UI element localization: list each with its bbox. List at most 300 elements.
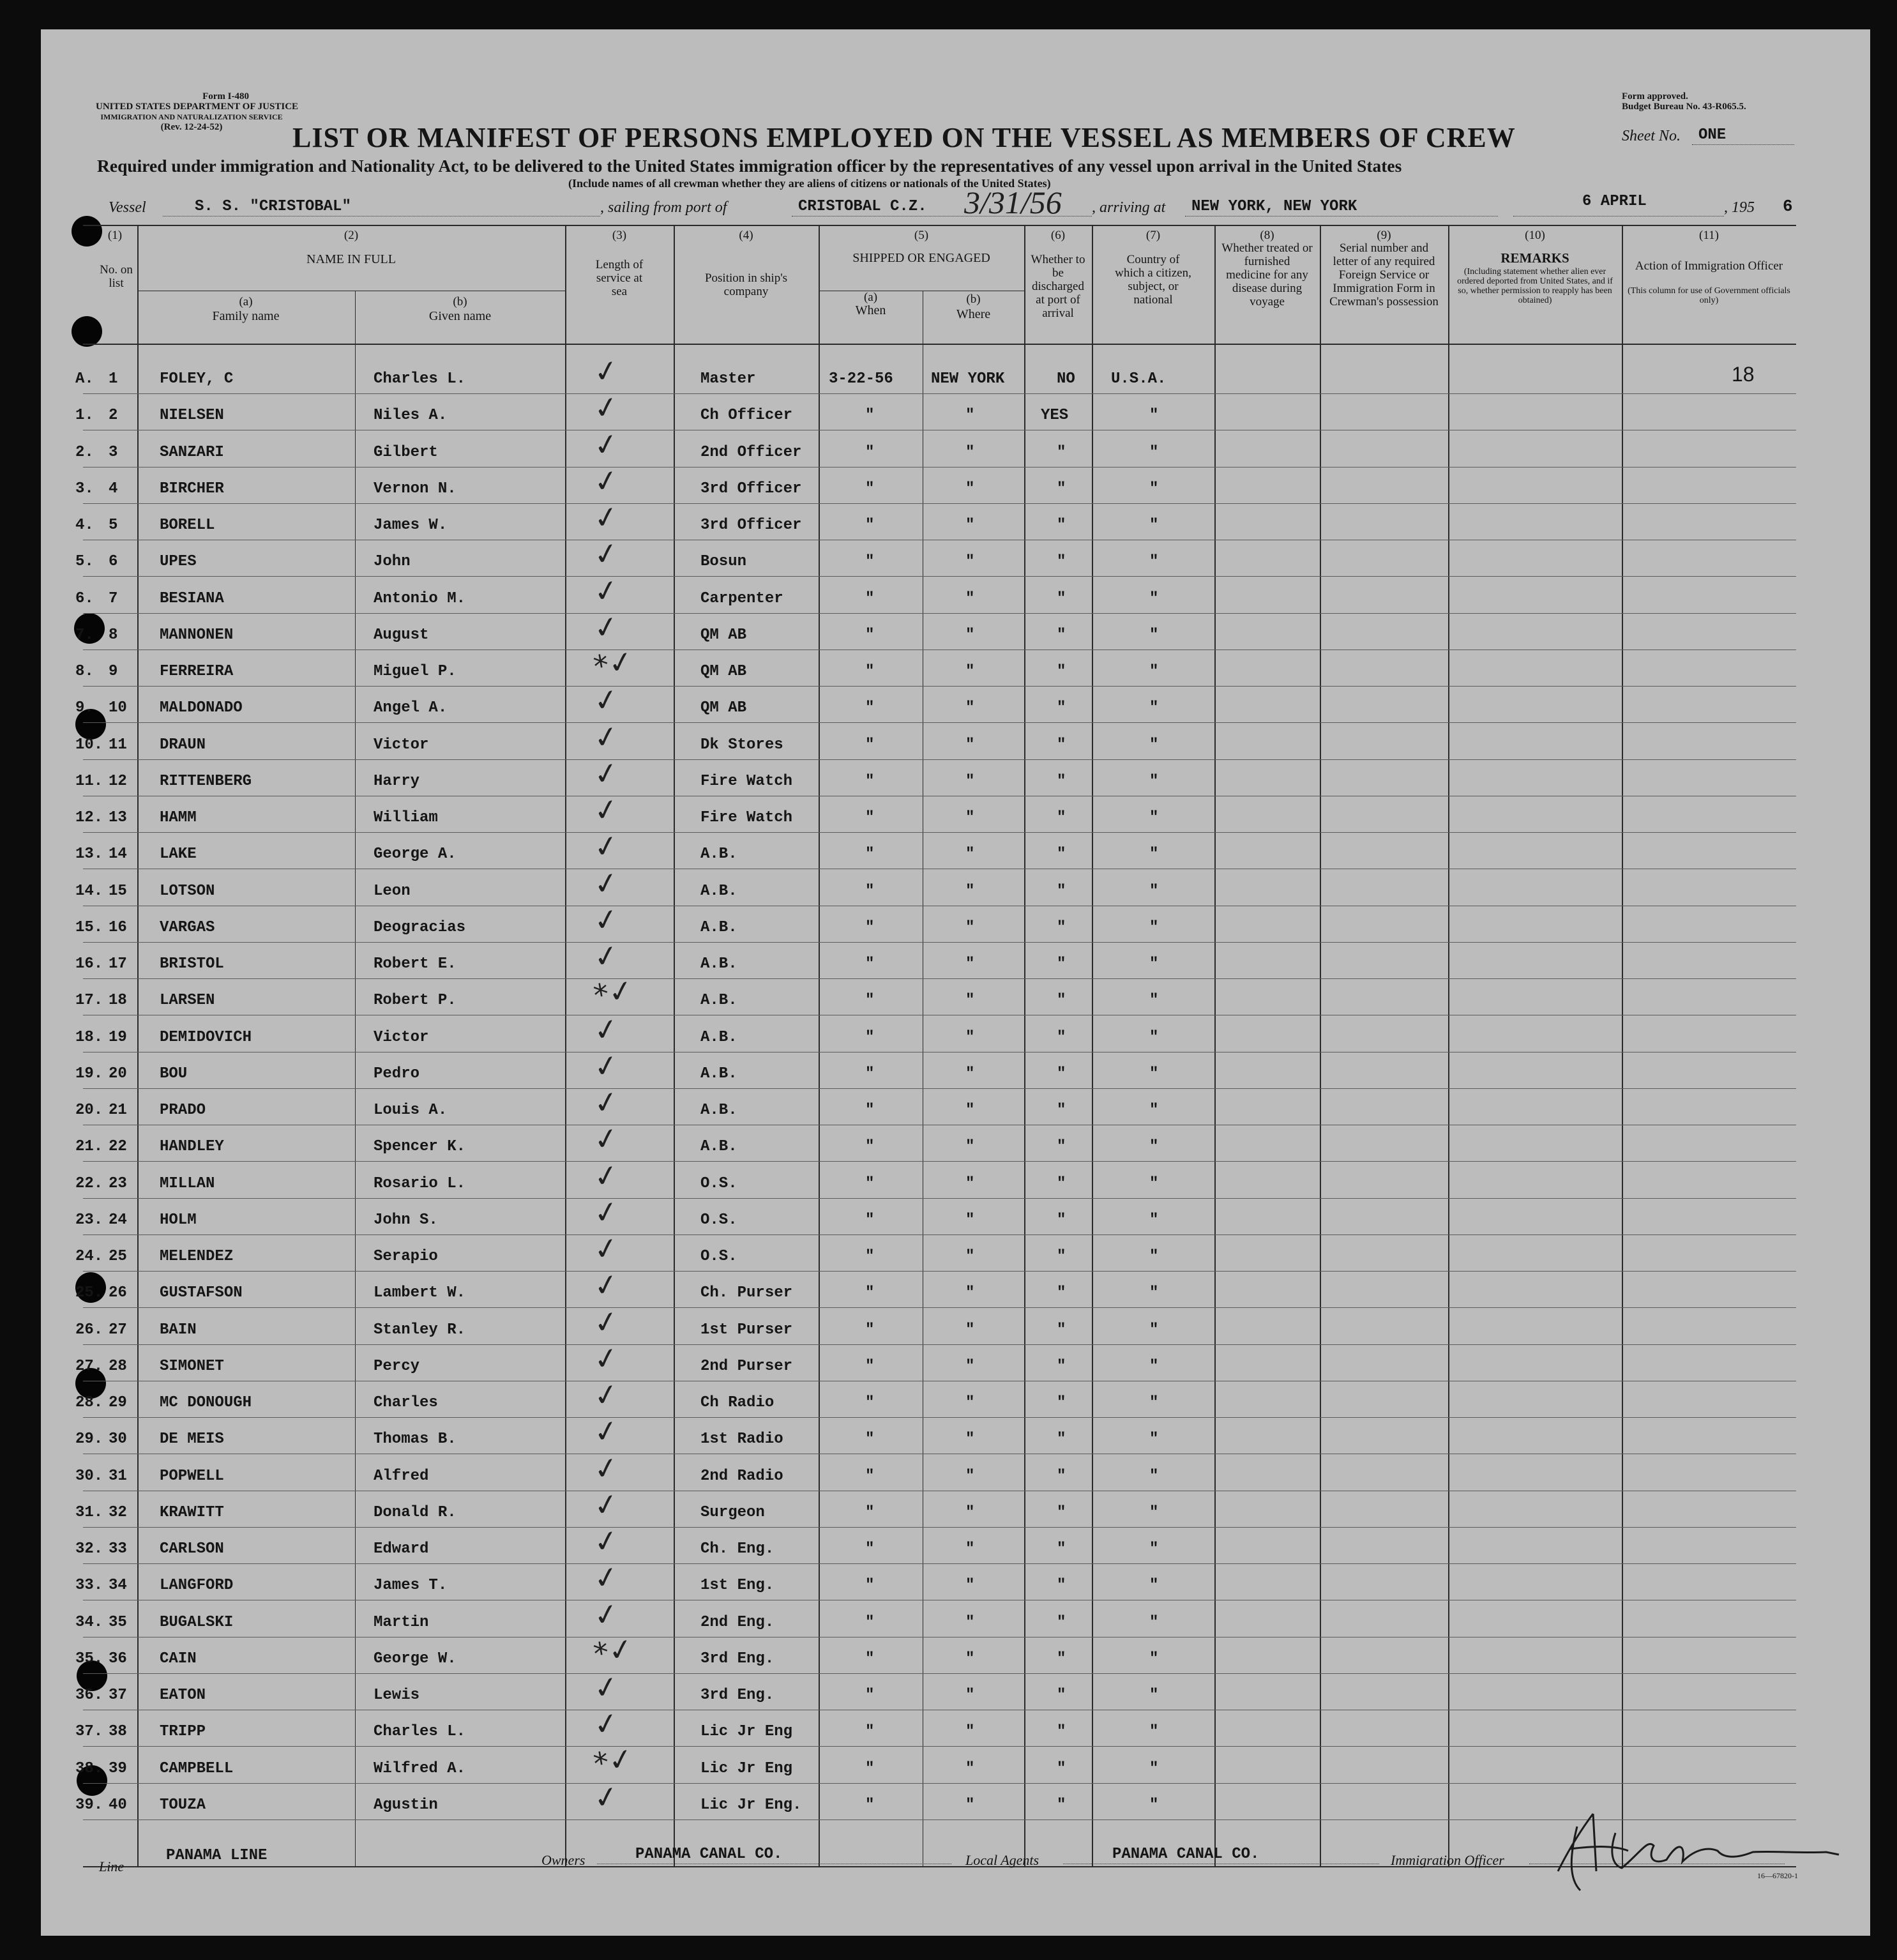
column-divider	[1448, 225, 1449, 1866]
country: "	[1149, 1321, 1159, 1339]
col2-header: NAME IN FULL	[306, 252, 396, 266]
check-mark: ✓	[591, 1558, 621, 1597]
row-number: 29	[109, 1394, 127, 1411]
shipped-where: "	[965, 1358, 975, 1375]
col2a-number: (a)	[239, 295, 253, 308]
shipped-when: "	[865, 1650, 875, 1668]
given-name: Miguel P.	[374, 663, 457, 680]
check-mark: ✓	[591, 791, 621, 829]
shipped-where: "	[965, 919, 975, 936]
row-divider	[83, 503, 1796, 504]
star-mark: *✓	[591, 1740, 636, 1781]
shipped-where: "	[965, 699, 975, 717]
given-name: Thomas B.	[374, 1431, 457, 1448]
row-prefix: 18.	[75, 1029, 103, 1046]
position: 1st Eng.	[700, 1577, 775, 1594]
discharge: YES	[1041, 407, 1069, 424]
family-name: HANDLEY	[160, 1138, 224, 1155]
row-number: 18	[109, 992, 127, 1009]
shipped-when: "	[865, 590, 875, 607]
row-prefix: 32.	[75, 1540, 103, 1558]
given-name: Martin	[374, 1614, 429, 1631]
discharge: "	[1057, 1760, 1066, 1777]
given-name: Agustin	[374, 1797, 438, 1814]
row-number: 22	[109, 1138, 127, 1155]
row-number: 25	[109, 1248, 127, 1265]
shipped-where: "	[965, 1687, 975, 1704]
discharge: "	[1057, 1138, 1066, 1155]
sheet-number-underline	[1692, 144, 1794, 145]
discharge: "	[1057, 1504, 1066, 1521]
family-name: HOLM	[160, 1212, 197, 1229]
row-prefix: 14.	[75, 883, 103, 900]
shipped-when: "	[865, 1248, 875, 1265]
col5a-number: (a)	[863, 291, 878, 304]
shipped-when: "	[865, 699, 875, 717]
agents-label: Local Agents	[965, 1852, 1039, 1868]
position: Lic Jr Eng	[700, 1760, 793, 1777]
shipped-where: "	[965, 809, 975, 826]
row-number: 7	[109, 590, 118, 607]
row-divider	[83, 722, 1796, 723]
shipped-when: "	[865, 480, 875, 498]
col2a-header: Family name	[212, 309, 280, 323]
shipped-when: "	[865, 1284, 875, 1302]
row-prefix: 28.	[75, 1394, 103, 1411]
country: "	[1149, 1248, 1159, 1265]
family-name: HAMM	[160, 809, 197, 826]
position: A.B.	[700, 846, 737, 863]
family-name: BORELL	[160, 517, 215, 534]
shipped-when: "	[865, 955, 875, 973]
country: "	[1149, 1138, 1159, 1155]
position: QM AB	[700, 699, 747, 717]
family-name: MILLAN	[160, 1175, 215, 1192]
shipped-when: "	[865, 1614, 875, 1631]
row-divider	[83, 576, 1796, 577]
discharge: "	[1057, 1431, 1066, 1448]
owners-label: Owners	[541, 1852, 586, 1868]
shipped-when: "	[865, 1431, 875, 1448]
check-mark: ✓	[591, 1778, 621, 1816]
shipped-where: "	[965, 1175, 975, 1192]
shipped-where: NEW YORK	[931, 370, 1005, 388]
budget-bureau-number: Budget Bureau No. 43-R065.5.	[1622, 102, 1746, 112]
check-mark: ✓	[591, 1193, 621, 1231]
country: "	[1149, 1102, 1159, 1119]
row-prefix: 1.	[75, 407, 94, 424]
given-name: Serapio	[374, 1248, 438, 1265]
country: "	[1149, 736, 1159, 754]
family-name: CAIN	[160, 1650, 197, 1668]
row-prefix: 38.	[75, 1760, 103, 1777]
family-name: TRIPP	[160, 1723, 206, 1740]
given-name: Percy	[374, 1358, 420, 1375]
given-name: Edward	[374, 1540, 429, 1558]
given-name: James T.	[374, 1577, 448, 1594]
given-name: Leon	[374, 883, 411, 900]
row-number: 10	[109, 699, 127, 717]
shipped-where: "	[965, 627, 975, 644]
row-number: 20	[109, 1065, 127, 1083]
discharge: "	[1057, 846, 1066, 863]
position: Lic Jr Eng.	[700, 1797, 802, 1814]
family-name: PRADO	[160, 1102, 206, 1119]
family-name: CARLSON	[160, 1540, 224, 1558]
country: "	[1149, 1175, 1159, 1192]
row-prefix: 3.	[75, 480, 94, 498]
family-name: MELENDEZ	[160, 1248, 234, 1265]
row-divider	[83, 1271, 1796, 1272]
position: 1st Purser	[700, 1321, 793, 1339]
row-number: 31	[109, 1468, 127, 1485]
shipped-when: "	[865, 1577, 875, 1594]
shipped-where: "	[965, 1029, 975, 1046]
shipped-when: "	[865, 1687, 875, 1704]
shipped-when: "	[865, 1102, 875, 1119]
discharge: "	[1057, 1248, 1066, 1265]
discharge: "	[1057, 883, 1066, 900]
shipped-where: "	[965, 1650, 975, 1668]
department-name: UNITED STATES DEPARTMENT OF JUSTICE	[96, 102, 299, 112]
country: "	[1149, 1650, 1159, 1668]
family-name: SANZARI	[160, 444, 224, 461]
col2b-number: (b)	[453, 295, 467, 308]
vessel-underline	[163, 216, 600, 217]
country: "	[1149, 846, 1159, 863]
given-name: Rosario L.	[374, 1175, 466, 1192]
row-number: 33	[109, 1540, 127, 1558]
row-prefix: 8.	[75, 663, 94, 680]
col5a-header: When	[855, 303, 886, 317]
row-prefix: 7.	[75, 627, 94, 644]
discharge: "	[1057, 553, 1066, 570]
col5b-number: (b)	[966, 292, 981, 306]
shipped-where: "	[965, 1577, 975, 1594]
shipped-when: "	[865, 736, 875, 754]
col11-number: (11)	[1699, 229, 1719, 242]
shipped-where: "	[965, 883, 975, 900]
discharge: "	[1057, 1358, 1066, 1375]
family-name: KRAWITT	[160, 1504, 224, 1521]
row-prefix: 15.	[75, 919, 103, 936]
check-mark: ✓	[591, 1266, 621, 1304]
row-divider	[83, 1161, 1796, 1162]
country: "	[1149, 517, 1159, 534]
position: 2nd Purser	[700, 1358, 793, 1375]
port-underline	[792, 216, 1092, 217]
given-name: Spencer K.	[374, 1138, 466, 1155]
row-number: 9	[109, 663, 118, 680]
given-name: Gilbert	[374, 444, 438, 461]
position: O.S.	[700, 1248, 737, 1265]
table-top-border	[83, 225, 1796, 226]
shipped-where: "	[965, 1065, 975, 1083]
col5-number: (5)	[914, 229, 929, 242]
shipped-where: "	[965, 846, 975, 863]
discharge: "	[1057, 1065, 1066, 1083]
shipped-when: "	[865, 517, 875, 534]
shipped-when: "	[865, 1797, 875, 1814]
given-name: Antonio M.	[374, 590, 466, 607]
discharge: "	[1057, 590, 1066, 607]
agents-value: PANAMA CANAL CO.	[1112, 1846, 1260, 1863]
country: "	[1149, 955, 1159, 973]
subtitle: Required under immigration and Nationality Act, to be delivered to the United States immigration officer by the representatives of any vessel upon arrival in the United States	[97, 156, 1402, 176]
row-prefix: 36.	[75, 1687, 103, 1704]
country: "	[1149, 407, 1159, 424]
shipped-when: "	[865, 846, 875, 863]
shipped-where: "	[965, 1248, 975, 1265]
vessel-label: Vessel	[109, 199, 146, 216]
discharge: "	[1057, 480, 1066, 498]
shipped-where: "	[965, 444, 975, 461]
given-name: Stanley R.	[374, 1321, 466, 1339]
discharge: "	[1057, 1577, 1066, 1594]
given-name: Niles A.	[374, 407, 448, 424]
handwritten-departure-date: 3/31/56	[964, 185, 1062, 220]
print-code: 16—67820-1	[1757, 1871, 1798, 1880]
col3-number: (3)	[612, 229, 627, 242]
country: "	[1149, 1394, 1159, 1411]
country: U.S.A.	[1111, 370, 1167, 388]
col6-header: Whether to be discharged at port of arrival	[1031, 253, 1085, 320]
country: "	[1149, 1577, 1159, 1594]
row-prefix: 29.	[75, 1431, 103, 1448]
row-prefix: 39.	[75, 1797, 103, 1814]
row-divider	[83, 1783, 1796, 1784]
given-name: Victor	[374, 736, 429, 754]
given-name: James W.	[374, 517, 448, 534]
family-name: DRAUN	[160, 736, 206, 754]
shipped-when: "	[865, 1468, 875, 1485]
country: "	[1149, 773, 1159, 790]
discharge: "	[1057, 627, 1066, 644]
line-label: Line	[99, 1858, 125, 1874]
check-mark: ✓	[591, 937, 621, 975]
position: 3rd Eng.	[700, 1687, 775, 1704]
given-name: Charles L.	[374, 370, 466, 388]
given-name: Robert E.	[374, 955, 457, 973]
row-prefix: 4.	[75, 517, 94, 534]
col5-header: SHIPPED OR ENGAGED	[852, 251, 990, 265]
shipped-when: "	[865, 444, 875, 461]
row-number: 5	[109, 517, 118, 534]
row-number: 39	[109, 1760, 127, 1777]
position: A.B.	[700, 955, 737, 973]
row-divider	[83, 613, 1796, 614]
shipped-when: "	[865, 1760, 875, 1777]
discharge: "	[1057, 1687, 1066, 1704]
family-name: LAKE	[160, 846, 197, 863]
col1-header: No. on list	[100, 263, 133, 290]
shipped-when: "	[865, 1358, 875, 1375]
check-mark: ✓	[591, 718, 621, 756]
row-number: 23	[109, 1175, 127, 1192]
row-prefix: 13.	[75, 846, 103, 863]
shipped-when: "	[865, 1175, 875, 1192]
country: "	[1149, 663, 1159, 680]
row-prefix: 22.	[75, 1175, 103, 1192]
row-number: 24	[109, 1212, 127, 1229]
shipped-where: "	[965, 736, 975, 754]
position: A.B.	[700, 883, 737, 900]
family-name: POPWELL	[160, 1468, 224, 1485]
column-divider	[1214, 225, 1216, 1866]
country: "	[1149, 1797, 1159, 1814]
discharge: "	[1057, 1394, 1066, 1411]
check-mark: ✓	[591, 572, 621, 610]
check-mark: ✓	[591, 864, 621, 902]
discharge: "	[1057, 1029, 1066, 1046]
row-prefix: 31.	[75, 1504, 103, 1521]
row-number: 15	[109, 883, 127, 900]
shipped-where: "	[965, 1723, 975, 1740]
shipped-where: "	[965, 1284, 975, 1302]
family-name: BAIN	[160, 1321, 197, 1339]
row-prefix: 19.	[75, 1065, 103, 1083]
shipped-where: "	[965, 1102, 975, 1119]
row-number: 35	[109, 1614, 127, 1631]
row-prefix: 34.	[75, 1614, 103, 1631]
given-name: John S.	[374, 1212, 438, 1229]
discharge: "	[1057, 663, 1066, 680]
shipped-where: "	[965, 1760, 975, 1777]
row-prefix: 27.	[75, 1358, 103, 1375]
position: 2nd Radio	[700, 1468, 783, 1485]
discharge: "	[1057, 773, 1066, 790]
row-divider	[83, 759, 1796, 760]
row-divider	[83, 1746, 1796, 1747]
row-divider	[83, 1234, 1796, 1235]
discharge: "	[1057, 919, 1066, 936]
check-mark: ✓	[591, 352, 621, 390]
column-divider	[819, 225, 820, 1866]
row-number: 2	[109, 407, 118, 424]
country: "	[1149, 553, 1159, 570]
position: Ch. Purser	[700, 1284, 793, 1302]
position: Carpenter	[700, 590, 783, 607]
row-number: 11	[109, 736, 127, 754]
row-divider	[83, 1344, 1796, 1345]
check-mark: ✓	[591, 1705, 621, 1743]
col11-header: Action of Immigration Officer	[1635, 259, 1783, 273]
col2b-header: Given name	[428, 309, 492, 323]
col4-number: (4)	[739, 229, 753, 242]
page-title: LIST OR MANIFEST OF PERSONS EMPLOYED ON THE VESSEL AS MEMBERS OF CREW	[292, 122, 1516, 153]
position: Fire Watch	[700, 809, 793, 826]
check-mark: ✓	[591, 1229, 621, 1268]
row-number: 38	[109, 1723, 127, 1740]
shipped-where: "	[965, 553, 975, 570]
year-prefix: , 195	[1724, 199, 1755, 216]
given-name: Pedro	[374, 1065, 420, 1083]
shipped-when: "	[865, 1394, 875, 1411]
row-number: 32	[109, 1504, 127, 1521]
position: 3rd Officer	[700, 480, 802, 498]
revision-date: (Rev. 12-24-52)	[160, 122, 223, 132]
country: "	[1149, 883, 1159, 900]
date-underline	[1513, 216, 1724, 217]
arrival-underline	[1185, 216, 1498, 217]
sheet-number-label: Sheet No.	[1622, 128, 1681, 144]
country: "	[1149, 444, 1159, 461]
given-name: Alfred	[374, 1468, 429, 1485]
row-number: 28	[109, 1358, 127, 1375]
row-prefix: 33.	[75, 1577, 103, 1594]
discharge: "	[1057, 736, 1066, 754]
discharge: "	[1057, 1284, 1066, 1302]
family-name: VARGAS	[160, 919, 215, 936]
shipped-when: "	[865, 773, 875, 790]
star-mark: *✓	[591, 643, 636, 684]
given-name: Vernon N.	[374, 480, 457, 498]
discharge: "	[1057, 444, 1066, 461]
shipped-when: "	[865, 809, 875, 826]
shipped-where: "	[965, 1138, 975, 1155]
given-name: Charles	[374, 1394, 438, 1411]
shipped-when: "	[865, 1723, 875, 1740]
family-name: MALDONADO	[160, 699, 243, 717]
country: "	[1149, 1358, 1159, 1375]
discharge: "	[1057, 992, 1066, 1009]
column-divider	[355, 291, 356, 1866]
row-number: 34	[109, 1577, 127, 1594]
given-name: Deogracias	[374, 919, 466, 936]
position: Fire Watch	[700, 773, 793, 790]
country: "	[1149, 1468, 1159, 1485]
family-name: BOU	[160, 1065, 188, 1083]
country: "	[1149, 1065, 1159, 1083]
discharge: "	[1057, 1468, 1066, 1485]
shipped-when: 3-22-56	[829, 370, 893, 388]
discharge: "	[1057, 1723, 1066, 1740]
row-prefix: 10.	[75, 736, 103, 754]
position: Master	[700, 370, 756, 388]
row-number: 13	[109, 809, 127, 826]
country: "	[1149, 1431, 1159, 1448]
check-mark: ✓	[591, 1010, 621, 1049]
shipped-where: "	[965, 1468, 975, 1485]
given-name: Lewis	[374, 1687, 420, 1704]
column-divider	[1024, 225, 1025, 1866]
col8-header: Whether treated or furnished medicine for any disease during voyage	[1221, 241, 1313, 308]
row-divider	[83, 1673, 1796, 1674]
position: A.B.	[700, 1029, 737, 1046]
col11-note: (This column for use of Government officials only)	[1628, 286, 1790, 305]
family-name: FOLEY, C	[160, 370, 234, 388]
officer-signature	[1532, 1801, 1852, 1897]
row-prefix: 2.	[75, 444, 94, 461]
position: Surgeon	[700, 1504, 765, 1521]
row-number: 8	[109, 627, 118, 644]
row-divider	[83, 832, 1796, 833]
family-name: GUSTAFSON	[160, 1284, 243, 1302]
row-prefix: A.	[75, 370, 94, 388]
shipped-where: "	[965, 663, 975, 680]
row-prefix: 35.	[75, 1650, 103, 1668]
row-prefix: 11.	[75, 773, 103, 790]
shipped-where: "	[965, 1504, 975, 1521]
position: 3rd Officer	[700, 517, 802, 534]
family-name: UPES	[160, 553, 197, 570]
family-name: CAMPBELL	[160, 1760, 234, 1777]
row-divider	[83, 1417, 1796, 1418]
check-mark: ✓	[591, 1303, 621, 1341]
col7-number: (7)	[1145, 229, 1161, 242]
row-number: 19	[109, 1029, 127, 1046]
column-divider	[1622, 225, 1623, 1866]
